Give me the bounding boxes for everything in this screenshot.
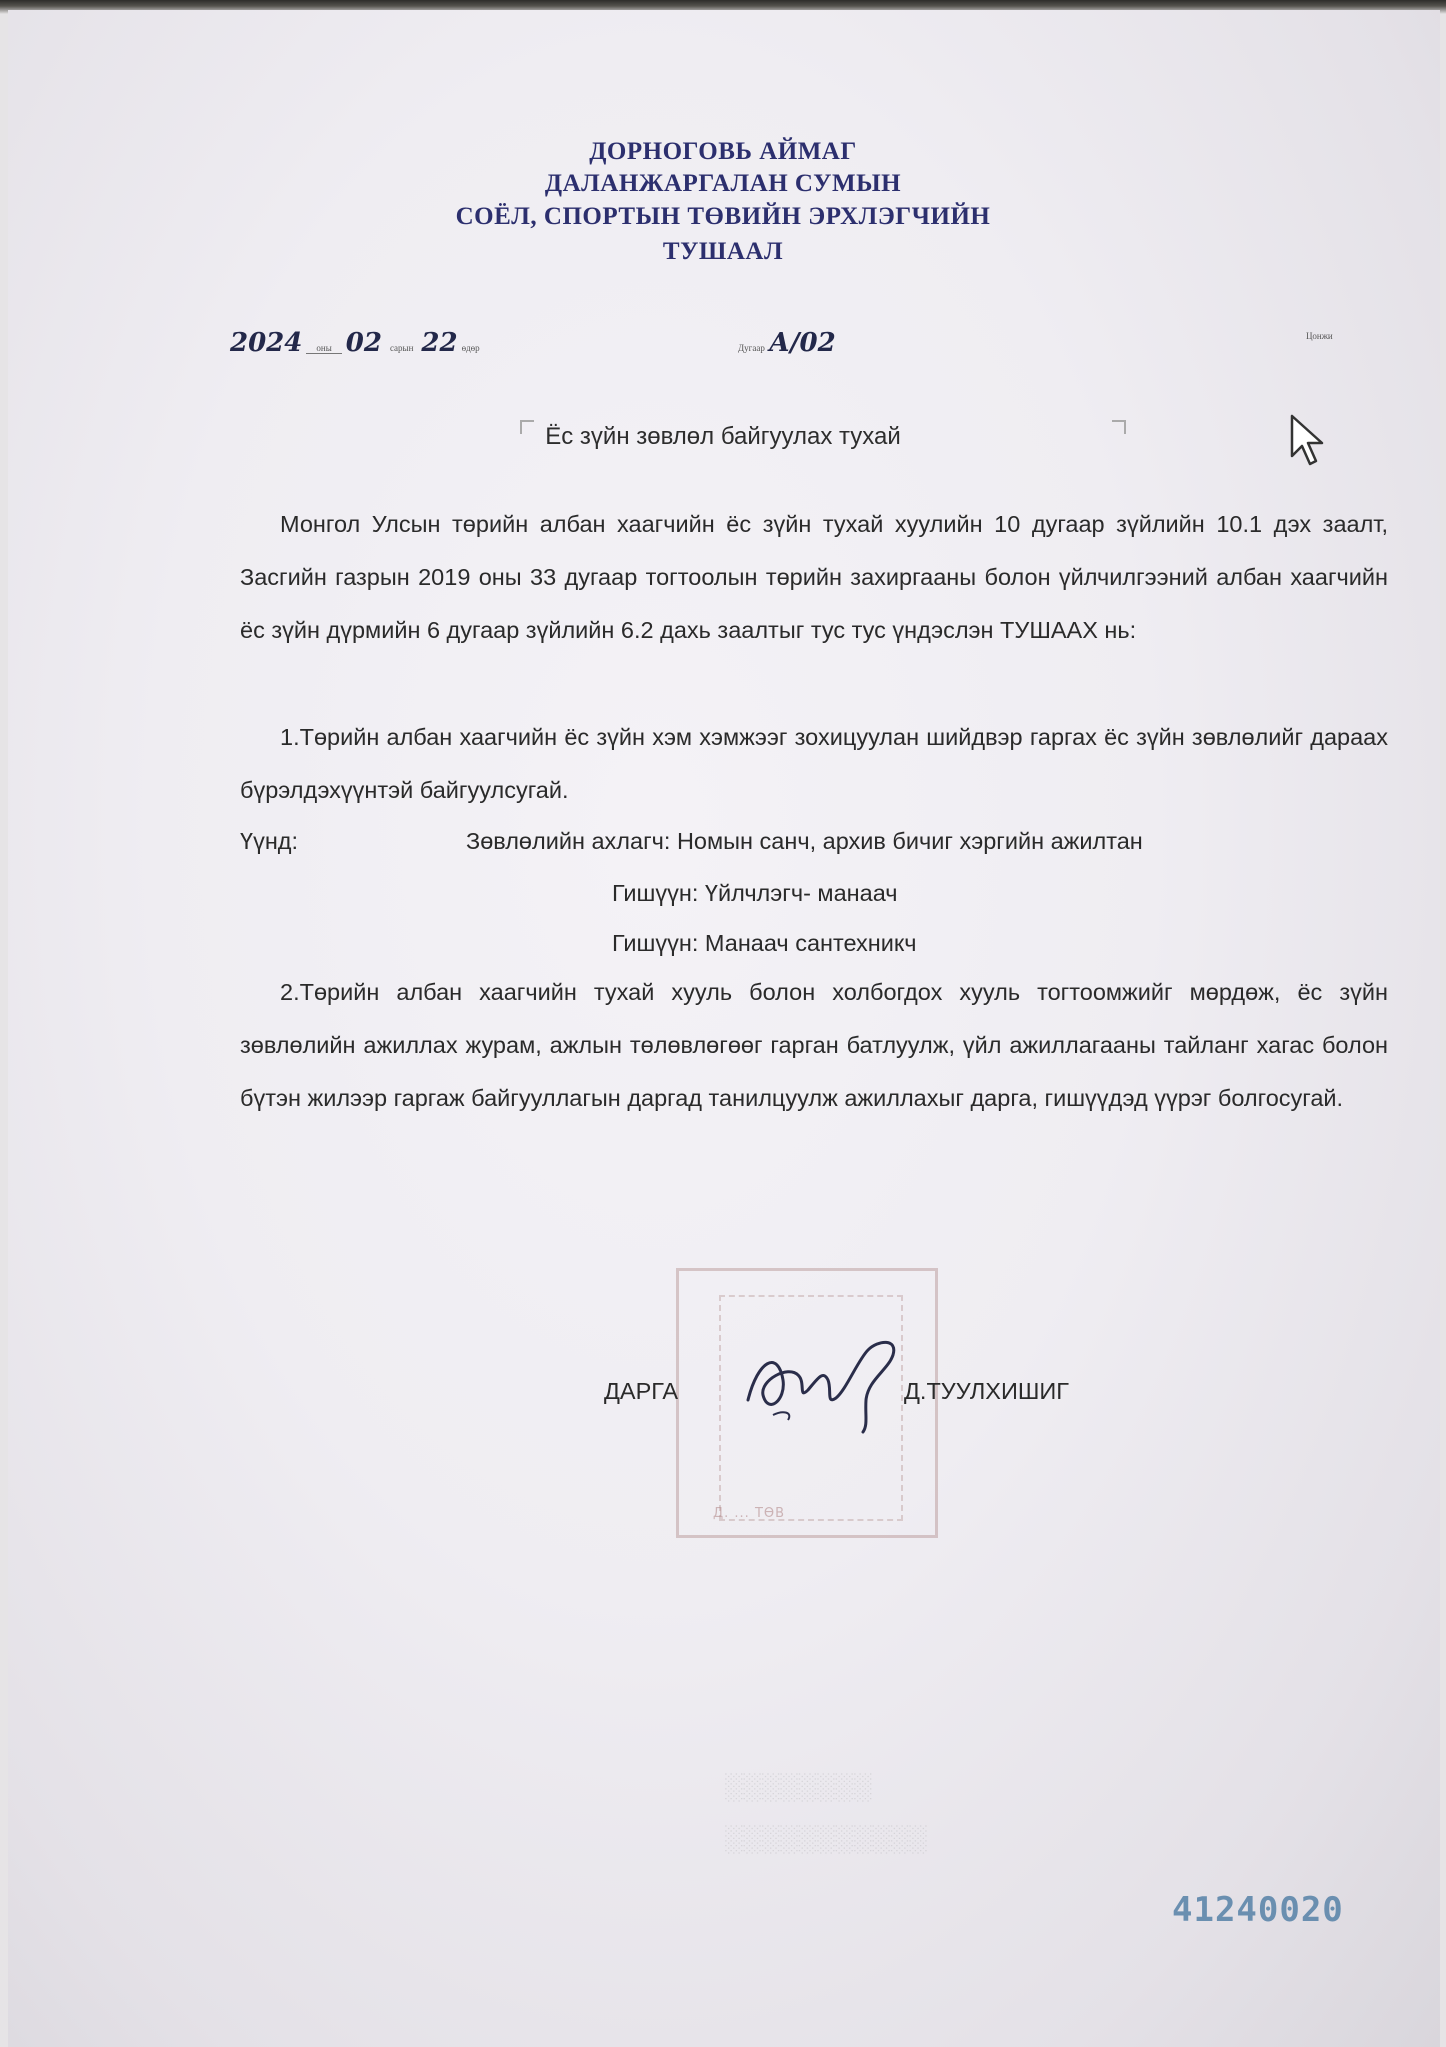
- preamble-paragraph: Монгол Улсын төрийн албан хаагчийн ёс зүйн тухай хуулийн 10 дугаар зүйлийн 10.1 дэх заалт, Засгийн газрын 2019 оны 33 дугаар тогтоолын төрийн захиргааны болон үйлчилгээний албан хаагчийн ёс зүйн дүрмийн 6 дугаар зүйлийн 6.2 дахь заалтыг тус тус үндэслэн ТУШААХ нь:: [240, 511, 1388, 643]
- stamp-text: Д. ... ТӨВ: [713, 1506, 786, 1521]
- member-2: Гишүүн: Үйлчлэгч- манаач: [612, 880, 898, 906]
- item-2-paragraph: 2.Төрийн албан хаагчийн тухай хууль болон холбогдох хууль тогтоомжийг мөрдөж, ёс зүйн зөвлөлийн ажиллах журам, ажлын төлөвлөгөөг гарган батлуулж, үйл ажиллагааны тайланг хагас болон бүтэн жилээр гаргаж байгууллагын даргад танилцуулж ажиллахыг дарга, гишүүдэд үүрэг болгосугай.: [240, 979, 1388, 1111]
- date-month: 02: [345, 328, 382, 358]
- date-day: 22: [421, 328, 458, 358]
- member-3: Гишүүн: Манаач сантехникч: [612, 930, 917, 956]
- header-organization: СОЁЛ, СПОРТЫН ТӨВИЙН ЭРХЛЭГЧИЙН: [455, 203, 991, 230]
- header-sum: ДАЛАНЖАРГАЛАН СУМЫН: [544, 170, 902, 197]
- item-1-paragraph: 1.Төрийн албан хаагчийн ёс зүйн хэм хэмжээг зохицуулан шийдвэр гаргах ёс зүйн зөвлөлийг дараах бүрэлдэхүүнтэй байгуулсугай.: [240, 724, 1388, 803]
- ghost-text-2: ░░░░░░░░░░░: [724, 1824, 927, 1853]
- number-label: Дугаар: [738, 343, 765, 353]
- number-value: А/02: [768, 328, 836, 358]
- date-field: [230, 328, 480, 358]
- signature-icon: [728, 1320, 928, 1440]
- document-screen: [8, 10, 1440, 2047]
- date-month-label: сарын: [389, 343, 414, 353]
- mouse-cursor-icon: [1288, 412, 1328, 468]
- date-year: 2024: [230, 328, 303, 358]
- composition-label: Үүнд:: [240, 828, 299, 854]
- number-field: [738, 328, 836, 358]
- subject-bracket-right: [1112, 420, 1126, 434]
- subject-title: Ёс зүйн зөвлөл байгуулах тухай: [545, 423, 901, 450]
- signatory-name: Д.ТУУЛХИШИГ: [904, 1378, 1070, 1404]
- place-label: Цонжи: [1306, 331, 1333, 341]
- date-day-label: өдөр: [461, 343, 480, 353]
- header-document-type: ТУШААЛ: [662, 238, 784, 265]
- date-year-label: оны: [306, 343, 341, 354]
- header-aimag: ДОРНОГОВЬ АЙМАГ: [589, 138, 857, 165]
- member-chair: Зөвлөлийн ахлагч: Номын санч, архив бичиг хэргийн ажилтан: [466, 828, 1143, 854]
- ghost-text-1: ░░░░░░░░: [724, 1772, 872, 1801]
- signatory-title: ДАРГА: [604, 1378, 679, 1404]
- place-field: [1306, 326, 1333, 344]
- serial-number: 41240020: [1172, 1890, 1344, 1930]
